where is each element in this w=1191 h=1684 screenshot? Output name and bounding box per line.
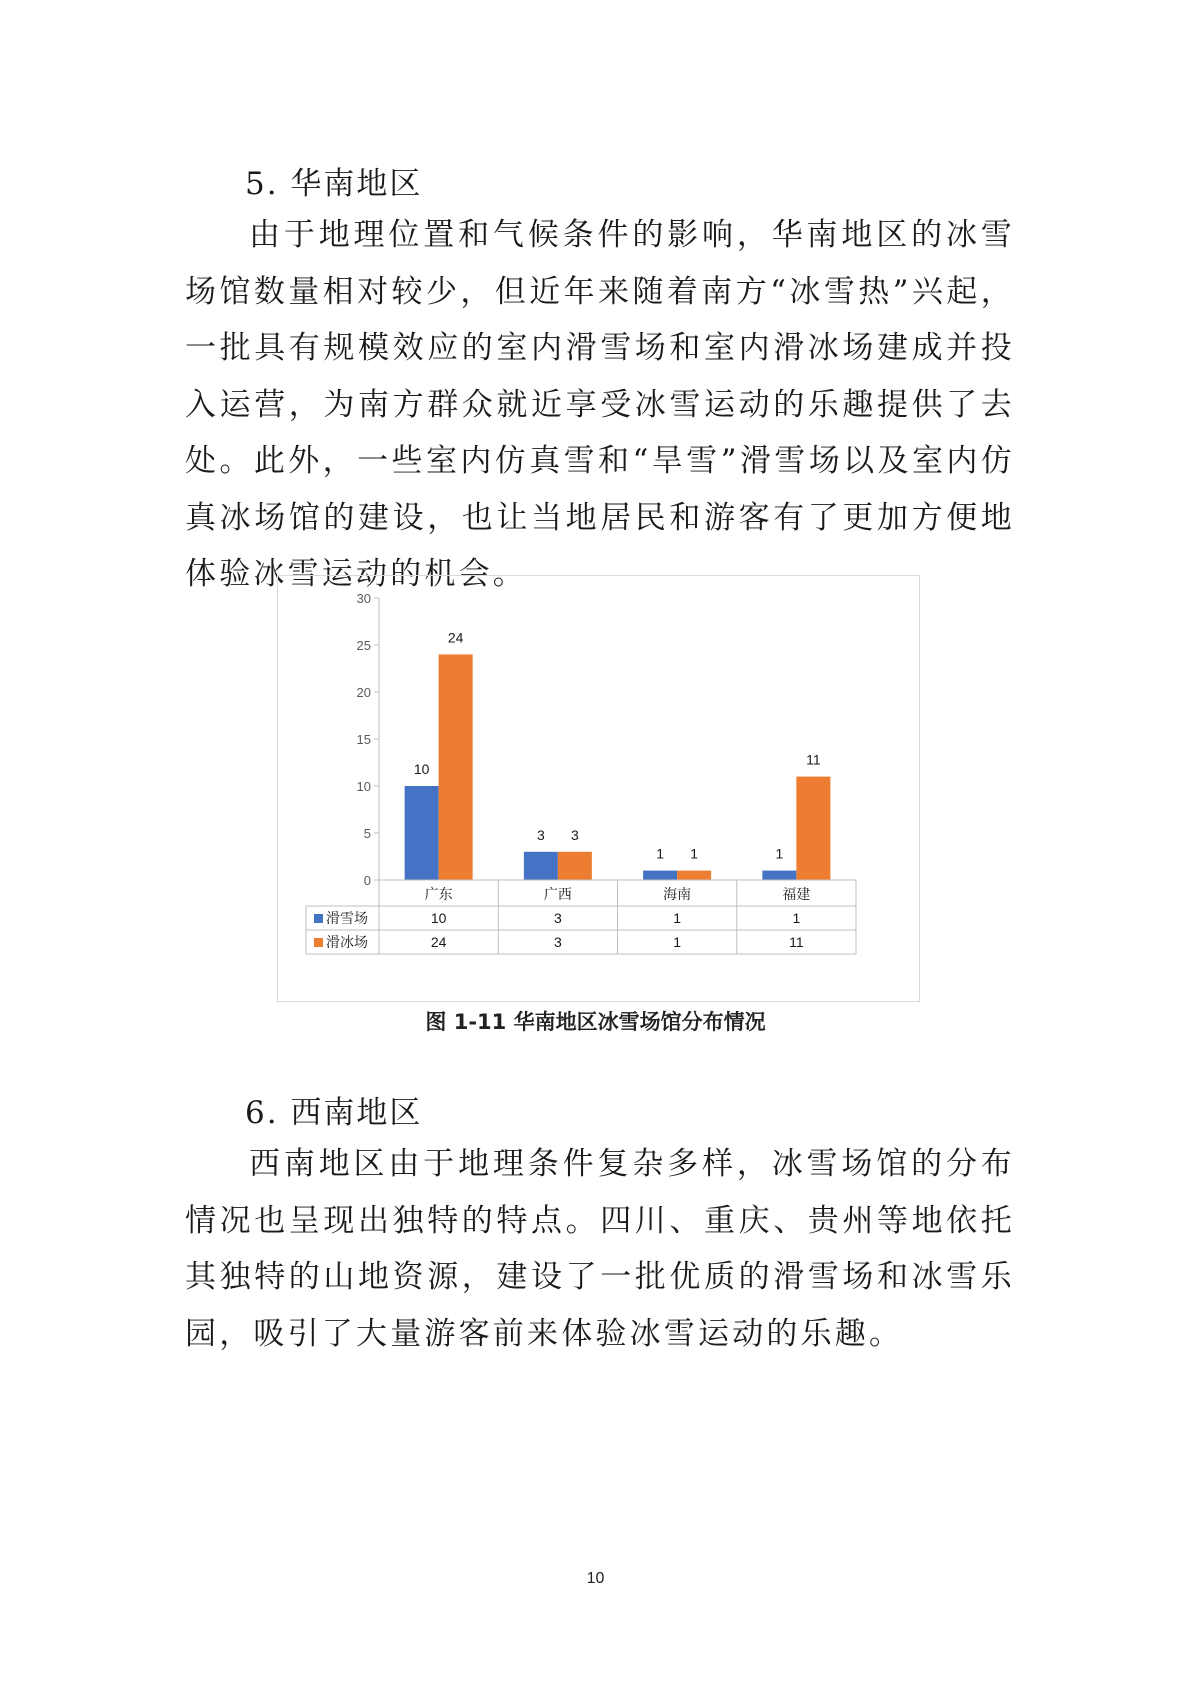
data-label: 3: [536, 826, 545, 843]
legend-label: 滑冰场: [326, 935, 368, 951]
legend-key: [314, 914, 323, 923]
section-6-heading: 6. 西南地区: [245, 1095, 423, 1131]
data-label: 1: [656, 845, 665, 862]
y-tick-label: 15: [356, 732, 371, 747]
table-cell: 1: [673, 910, 682, 926]
bar-ski: [762, 871, 796, 880]
page-number: 10: [586, 1570, 605, 1587]
table-cell: 24: [430, 934, 447, 950]
category-label: 广东: [424, 887, 453, 903]
bar-skate: [677, 871, 711, 880]
table-cell: 1: [673, 934, 682, 950]
y-tick-label: 10: [356, 779, 371, 794]
y-tick-label: 30: [356, 591, 371, 606]
legend-key: [314, 938, 323, 947]
y-tick-label: 25: [356, 638, 371, 653]
data-label: 11: [806, 751, 821, 768]
bar-skate: [558, 852, 592, 880]
data-label: 3: [570, 826, 579, 843]
bar-chart: [278, 576, 919, 1001]
section-6-paragraph: 西南地区由于地理条件复杂多样，冰雪场馆的分布情况也呈现出独特的特点。四川、重庆、贵州等地依托其独特的山地资源，建设了一批优质的滑雪场和冰雪乐园，吸引了大量游客前来体验冰雪运动的乐趣。: [185, 1146, 1015, 1352]
chart-container: [277, 575, 920, 1002]
section-5-paragraph: 由于地理位置和气候条件的影响，华南地区的冰雪场馆数量相对较少，但近年来随着南方“冰雪热”兴起，一批具有规模效应的室内滑雪场和室内滑冰场建成并投入运营，为南方群众就近享受冰雪运动的乐趣提供了去处。此外，一些室内仿真雪和“旱雪”滑雪场以及室内仿真冰场馆的建设，也让当地居民和游客有了更加方便地体验冰雪运动的机会。: [185, 217, 1015, 592]
section-5-heading: 5. 华南地区: [245, 166, 423, 202]
table-cell: 10: [430, 910, 447, 926]
bar-ski: [643, 871, 677, 880]
y-tick-label: 20: [356, 685, 371, 700]
legend-label: 滑雪场: [326, 911, 368, 927]
data-label: 10: [413, 761, 430, 777]
table-cell: 1: [792, 910, 801, 926]
category-label: 广西: [543, 887, 572, 903]
category-label: 福建: [782, 887, 811, 903]
y-tick-label: 5: [363, 826, 371, 841]
bar-skate: [439, 654, 473, 880]
table-cell: 3: [553, 934, 562, 950]
data-label: 24: [447, 629, 464, 646]
bar-ski: [405, 786, 439, 880]
bar-ski: [524, 852, 558, 880]
category-label: 海南: [663, 887, 692, 903]
table-cell: 11: [789, 934, 804, 950]
table-cell: 3: [553, 910, 562, 926]
figure-caption: 图 1-11 华南地区冰雪场馆分布情况: [425, 1010, 766, 1034]
data-label: 1: [775, 845, 784, 862]
y-tick-label: 0: [363, 873, 371, 888]
bar-skate: [796, 777, 830, 880]
data-label: 1: [690, 845, 699, 862]
